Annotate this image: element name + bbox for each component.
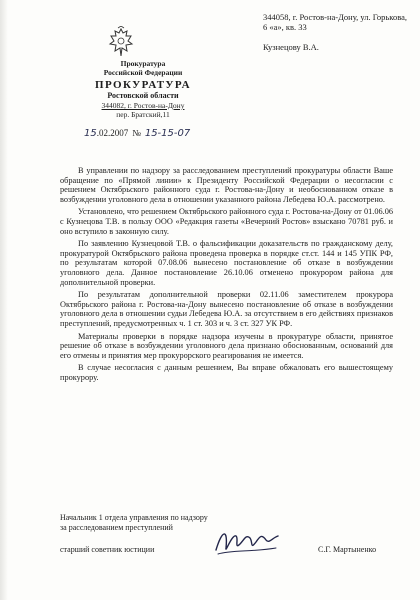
ref-number-label: № xyxy=(132,128,141,138)
signatory-position-line2: за расследованием преступлений xyxy=(60,522,173,532)
scan-edge-shadow xyxy=(0,0,8,600)
ref-date: .02.2007 xyxy=(96,128,129,138)
eagle-emblem-icon xyxy=(108,26,134,60)
recipient-name: Кузнецову В.А. xyxy=(263,42,319,52)
body-paragraph: В управлении по надзору за расследованием преступлений прокуратуры области Ваше обращение по «Прямой линии» к Президенту Российской Федерации о несогласии с решением Октябрьского районного суда г. Ростова-на-Дону и необоснованном отказе в возбуждении уголовного дела в отношении указанного района Лебедева Ю.А. рассмотрено. xyxy=(60,166,393,204)
handwritten-signature xyxy=(212,520,282,560)
org-address-city: 344082, г. Ростов-на-Дону xyxy=(101,101,185,110)
ref-day: 15 xyxy=(84,128,97,139)
org-line-federation: Российской Федерации xyxy=(103,67,183,77)
signatory-rank: старший советник юстиции xyxy=(60,545,155,554)
signatory-position xyxy=(60,513,230,532)
letter-body xyxy=(60,166,393,385)
sender-org-block xyxy=(88,60,198,119)
org-line-prosecutor: Прокуратура xyxy=(120,59,166,68)
ref-number: 15-15-07 xyxy=(144,128,191,139)
body-paragraph: По заявлению Кузнецовой Т.В. о фальсификации доказательств по гражданскому делу, прокуратурой Октябрьского района проведена проверка в порядке ст.ст. 144 и 145 УПК РФ, по результатам которой 07.08.06 вынесено постановление об отказе в возбуждении уголовного дела. Данное постановление 26.10.06 отменено прокурором района для дополнительной проверки. xyxy=(60,239,393,287)
org-title: ПРОКУРАТУРА xyxy=(95,79,191,91)
body-paragraph: Материалы проверки в порядке надзора изучены в прокуратуре области, принятое решение об отказе в возбуждении уголовного дела признано обоснованным, оснований для его отмены и принятия мер прокурорского реагирования не имеется. xyxy=(60,331,393,360)
signatory-position-line1: Начальник 1 отдела управления по надзору xyxy=(60,513,208,522)
body-paragraph: В случае несогласия с данным решением, Вы вправе обжаловать его вышестоящему прокурору. xyxy=(60,363,393,382)
org-address-street: пер. Братский,11 xyxy=(116,110,170,119)
signatory-name: С.Г. Мартыненко xyxy=(318,545,377,554)
org-region: Ростовской области xyxy=(107,91,179,100)
body-paragraph: Установлено, что решением Октябрьского районного суда г. Ростова-на-Дону от 01.06.06 с Кузнецова Т.В. в пользу ООО «Редакция газеты «Вечерний Ростов» взыскано 70781 руб. и оно вступило в законную силу. xyxy=(60,207,393,236)
body-paragraph: По результатам дополнительной проверки 02.11.06 заместителем прокурора Октябрьского района г. Ростова-на-Дону вынесено постановление об отказе в возбуждении уголовного дела в отношении судьи Лебедева Ю.А. за отсутствием в его действиях признаков преступлений, предусмотренных ч. 1 ст. 303 и ч. 3 ст. 327 УК РФ. xyxy=(60,290,393,328)
recipient-address: 344058, г. Ростов-на-Дону, ул. Горькова, 6 «а», кв. 33 xyxy=(263,12,408,32)
reference-line xyxy=(84,128,190,139)
